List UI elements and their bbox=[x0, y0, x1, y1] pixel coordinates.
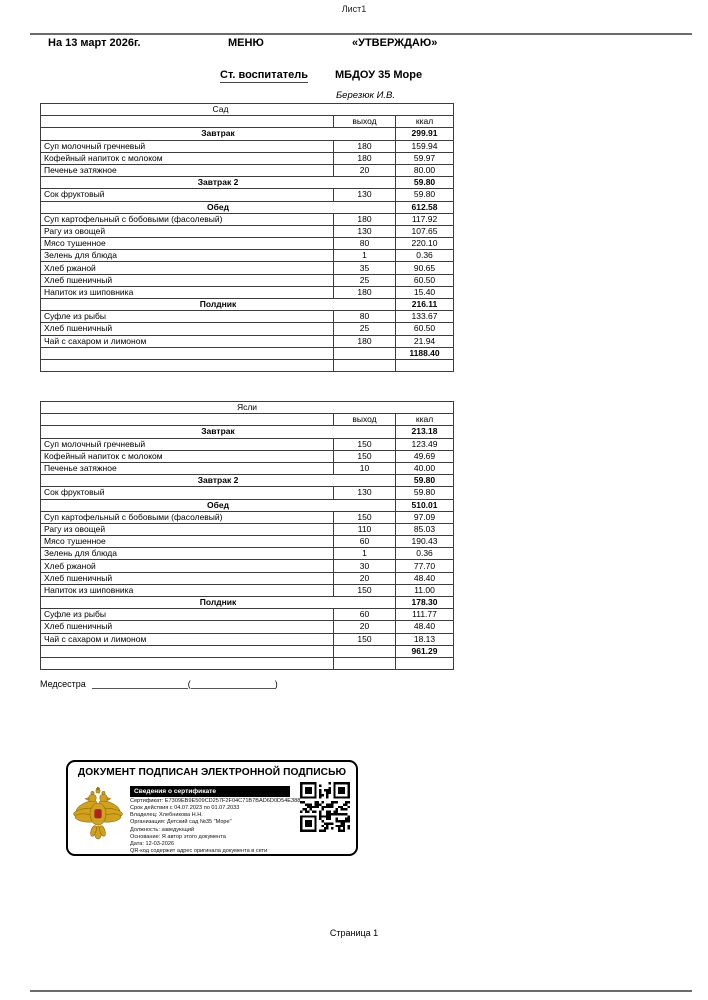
dish-kcal-cell: 97.09 bbox=[396, 511, 454, 523]
empty-cell bbox=[396, 657, 454, 669]
dish-out-cell: 180 bbox=[334, 335, 396, 347]
dish-kcal-cell: 107.65 bbox=[396, 225, 454, 237]
table-row bbox=[41, 487, 454, 499]
dish-kcal-cell: 40.00 bbox=[396, 462, 454, 474]
dish-out-cell: 150 bbox=[334, 438, 396, 450]
table-title-row bbox=[41, 402, 454, 414]
table-row bbox=[41, 262, 454, 274]
dish-out-cell: 130 bbox=[334, 225, 396, 237]
dish-kcal-cell: 0.36 bbox=[396, 250, 454, 262]
table-row bbox=[41, 311, 454, 323]
table-title-row bbox=[41, 104, 454, 116]
table-row bbox=[41, 645, 454, 657]
meal-section-kcal: 510.01 bbox=[396, 499, 454, 511]
table-row bbox=[41, 335, 454, 347]
paren-close: ) bbox=[274, 679, 278, 689]
dish-name-cell: Сок фруктовый bbox=[41, 189, 334, 201]
dish-name-cell: Хлеб ржаной bbox=[41, 560, 334, 572]
meal-section-kcal: 299.91 bbox=[396, 128, 454, 140]
dish-out-cell: 60 bbox=[334, 536, 396, 548]
dish-kcal-cell: 15.40 bbox=[396, 286, 454, 298]
certificate-info-line: Дата: 12-03-2026 bbox=[130, 840, 175, 847]
dish-out-cell: 150 bbox=[334, 633, 396, 645]
dish-out-cell: 1 bbox=[334, 548, 396, 560]
approver-signature-name: Березюк И.В. bbox=[336, 90, 396, 101]
dish-kcal-cell: 85.03 bbox=[396, 523, 454, 535]
table-row bbox=[41, 548, 454, 560]
dish-out-cell: 30 bbox=[334, 560, 396, 572]
dish-kcal-cell: 133.67 bbox=[396, 311, 454, 323]
dish-kcal-cell: 59.80 bbox=[396, 189, 454, 201]
table-row bbox=[41, 560, 454, 572]
meal-section-kcal: 59.80 bbox=[396, 475, 454, 487]
table-row bbox=[41, 523, 454, 535]
menu-table-yasli bbox=[40, 401, 454, 670]
dish-name-cell: Суфле из рыбы bbox=[41, 311, 334, 323]
group-title: Ясли bbox=[41, 402, 454, 414]
dish-out-cell: 20 bbox=[334, 572, 396, 584]
dish-kcal-cell: 48.40 bbox=[396, 572, 454, 584]
meal-section-kcal: 59.80 bbox=[396, 177, 454, 189]
table-row bbox=[41, 657, 454, 669]
dish-name-cell: Рагу из овощей bbox=[41, 523, 334, 535]
dish-kcal-cell: 21.94 bbox=[396, 335, 454, 347]
certificate-info bbox=[130, 780, 302, 855]
certificate-info-line: Срок действия с 04.07.2023 по 01.07.2033 bbox=[130, 805, 240, 812]
dish-out-cell: 150 bbox=[334, 584, 396, 596]
dish-name-cell: Напиток из шиповника bbox=[41, 584, 334, 596]
nurse-label: Медсестра bbox=[40, 679, 86, 689]
dish-kcal-cell: 11.00 bbox=[396, 584, 454, 596]
table-row bbox=[41, 201, 454, 213]
dish-kcal-cell: 48.40 bbox=[396, 621, 454, 633]
page-number-label: Страница 1 bbox=[329, 928, 379, 938]
empty-cell bbox=[334, 347, 396, 359]
table-row bbox=[41, 177, 454, 189]
column-header-out: выход bbox=[334, 116, 396, 128]
table-row bbox=[41, 572, 454, 584]
electronic-signature-stamp bbox=[66, 760, 358, 856]
dish-name-cell: Зелень для блюда bbox=[41, 548, 334, 560]
meal-section-label: Полдник bbox=[41, 597, 396, 609]
table-row bbox=[41, 189, 454, 201]
certificate-info-line: Владелец: Хлебникова Н.Н. bbox=[130, 812, 203, 819]
empty-cell bbox=[41, 359, 334, 371]
dish-out-cell: 10 bbox=[334, 462, 396, 474]
dish-out-cell: 20 bbox=[334, 621, 396, 633]
sheet-label: Лист1 bbox=[341, 4, 367, 14]
dish-name-cell: Зелень для блюда bbox=[41, 250, 334, 262]
dish-out-cell: 110 bbox=[334, 523, 396, 535]
column-header-kcal: ккал bbox=[396, 116, 454, 128]
table-row bbox=[41, 250, 454, 262]
empty-cell bbox=[334, 359, 396, 371]
meal-section-label: Обед bbox=[41, 201, 396, 213]
table-row bbox=[41, 128, 454, 140]
dish-kcal-cell: 59.80 bbox=[396, 487, 454, 499]
dish-out-cell: 80 bbox=[334, 311, 396, 323]
empty-header-cell bbox=[41, 414, 334, 426]
column-header-kcal: ккал bbox=[396, 414, 454, 426]
approver-role: Ст. воспитатель bbox=[220, 69, 308, 81]
certificate-info-lines bbox=[130, 798, 302, 855]
table-row bbox=[41, 621, 454, 633]
dish-out-cell: 130 bbox=[334, 189, 396, 201]
page-title: МЕНЮ bbox=[228, 37, 264, 49]
certificate-info-line: Основание: Я автор этого документа bbox=[130, 833, 226, 840]
dish-out-cell: 25 bbox=[334, 274, 396, 286]
meal-section-label: Завтрак 2 bbox=[41, 177, 396, 189]
table-row bbox=[41, 323, 454, 335]
certificate-info-line: Организация: Детский сад №35 "Море" bbox=[130, 819, 232, 826]
empty-cell bbox=[334, 645, 396, 657]
qr-code bbox=[300, 782, 350, 832]
menu-table-sad bbox=[40, 103, 454, 372]
meal-section-label: Завтрак bbox=[41, 426, 396, 438]
table-row bbox=[41, 438, 454, 450]
dish-kcal-cell: 117.92 bbox=[396, 213, 454, 225]
dish-kcal-cell: 190.43 bbox=[396, 536, 454, 548]
dish-name-cell: Печенье затяжное bbox=[41, 164, 334, 176]
dish-kcal-cell: 123.49 bbox=[396, 438, 454, 450]
dish-name-cell: Сок фруктовый bbox=[41, 487, 334, 499]
dish-name-cell: Хлеб ржаной bbox=[41, 262, 334, 274]
dish-out-cell: 150 bbox=[334, 450, 396, 462]
meal-section-label: Завтрак 2 bbox=[41, 475, 396, 487]
dish-name-cell: Печенье затяжное bbox=[41, 462, 334, 474]
dish-name-cell: Мясо тушенное bbox=[41, 238, 334, 250]
meal-section-label: Обед bbox=[41, 499, 396, 511]
dish-kcal-cell: 111.77 bbox=[396, 609, 454, 621]
table-row bbox=[41, 450, 454, 462]
table-row bbox=[41, 597, 454, 609]
footer-separator-line bbox=[30, 990, 692, 992]
dish-name-cell: Хлеб пшеничный bbox=[41, 572, 334, 584]
table-row bbox=[41, 511, 454, 523]
header-separator-line bbox=[30, 33, 692, 35]
meal-section-kcal: 216.11 bbox=[396, 299, 454, 311]
dish-name-cell: Кофейный напиток с молоком bbox=[41, 152, 334, 164]
dish-kcal-cell: 18.13 bbox=[396, 633, 454, 645]
empty-cell bbox=[41, 657, 334, 669]
dish-out-cell: 1 bbox=[334, 250, 396, 262]
stamp-title: ДОКУМЕНТ ПОДПИСАН ЭЛЕКТРОННОЙ ПОДПИСЬЮ bbox=[77, 767, 347, 778]
empty-cell bbox=[41, 645, 334, 657]
meal-section-label: Завтрак bbox=[41, 128, 396, 140]
table-header-row bbox=[41, 116, 454, 128]
group-title: Сад bbox=[41, 104, 454, 116]
dish-name-cell: Мясо тушенное bbox=[41, 536, 334, 548]
dish-out-cell: 150 bbox=[334, 511, 396, 523]
table-row bbox=[41, 347, 454, 359]
table-row bbox=[41, 164, 454, 176]
dish-kcal-cell: 60.50 bbox=[396, 323, 454, 335]
dish-out-cell: 35 bbox=[334, 262, 396, 274]
table-row bbox=[41, 633, 454, 645]
certificate-info-header: Сведения о сертификате bbox=[130, 786, 290, 797]
certificate-info-line: QR-код содержит адрес оригинала документа в сети bbox=[130, 848, 268, 855]
empty-cell bbox=[334, 657, 396, 669]
menu-date: На 13 март 2026г. bbox=[48, 37, 141, 49]
total-kcal-cell: 1188.40 bbox=[396, 347, 454, 359]
meal-section-kcal: 612.58 bbox=[396, 201, 454, 213]
dish-name-cell: Чай с сахаром и лимоном bbox=[41, 335, 334, 347]
table-row bbox=[41, 499, 454, 511]
dish-name-cell: Суп картофельный с бобовыми (фасолевый) bbox=[41, 213, 334, 225]
dish-name-cell: Суп молочный гречневый bbox=[41, 140, 334, 152]
dish-name-cell: Суп молочный гречневый bbox=[41, 438, 334, 450]
empty-cell bbox=[41, 347, 334, 359]
column-header-out: выход bbox=[334, 414, 396, 426]
dish-out-cell: 60 bbox=[334, 609, 396, 621]
certificate-info-line: Должность: заведующий bbox=[130, 826, 195, 833]
paren-open: ( bbox=[187, 679, 191, 689]
table-row bbox=[41, 274, 454, 286]
table-row bbox=[41, 426, 454, 438]
table-row bbox=[41, 609, 454, 621]
dish-kcal-cell: 90.65 bbox=[396, 262, 454, 274]
dish-kcal-cell: 60.50 bbox=[396, 274, 454, 286]
approve-label: «УТВЕРЖДАЮ» bbox=[352, 37, 438, 49]
organization-name: МБДОУ 35 Море bbox=[335, 69, 423, 81]
table-header-row bbox=[41, 414, 454, 426]
certificate-info-line: Сертификат: E7309EB9E509CD257F2F04C71B7BAD6D0D54E388 bbox=[130, 798, 301, 804]
dish-kcal-cell: 80.00 bbox=[396, 164, 454, 176]
table-row bbox=[41, 462, 454, 474]
dish-out-cell: 180 bbox=[334, 140, 396, 152]
dish-name-cell: Хлеб пшеничный bbox=[41, 323, 334, 335]
dish-out-cell: 130 bbox=[334, 487, 396, 499]
dish-kcal-cell: 77.70 bbox=[396, 560, 454, 572]
table-row bbox=[41, 299, 454, 311]
meal-section-kcal: 213.18 bbox=[396, 426, 454, 438]
dish-out-cell: 180 bbox=[334, 286, 396, 298]
dish-name-cell: Хлеб пшеничный bbox=[41, 621, 334, 633]
table-row bbox=[41, 152, 454, 164]
meal-section-kcal: 178.30 bbox=[396, 597, 454, 609]
dish-out-cell: 180 bbox=[334, 152, 396, 164]
table-row bbox=[41, 238, 454, 250]
coat-of-arms-icon bbox=[73, 782, 123, 846]
dish-kcal-cell: 59.97 bbox=[396, 152, 454, 164]
nurse-signature-line bbox=[40, 679, 278, 689]
dish-name-cell: Хлеб пшеничный bbox=[41, 274, 334, 286]
dish-name-cell: Кофейный напиток с молоком bbox=[41, 450, 334, 462]
dish-kcal-cell: 49.69 bbox=[396, 450, 454, 462]
dish-name-cell: Рагу из овощей bbox=[41, 225, 334, 237]
table-row bbox=[41, 536, 454, 548]
table-row bbox=[41, 286, 454, 298]
dish-out-cell: 20 bbox=[334, 164, 396, 176]
table-row bbox=[41, 359, 454, 371]
empty-cell bbox=[396, 359, 454, 371]
total-kcal-cell: 961.29 bbox=[396, 645, 454, 657]
dish-name-cell: Чай с сахаром и лимоном bbox=[41, 633, 334, 645]
dish-kcal-cell: 0.36 bbox=[396, 548, 454, 560]
dish-kcal-cell: 220.10 bbox=[396, 238, 454, 250]
dish-name-cell: Суп картофельный с бобовыми (фасолевый) bbox=[41, 511, 334, 523]
nurse-name-blank bbox=[191, 679, 275, 689]
dish-name-cell: Суфле из рыбы bbox=[41, 609, 334, 621]
table-row bbox=[41, 475, 454, 487]
dish-kcal-cell: 159.94 bbox=[396, 140, 454, 152]
dish-name-cell: Напиток из шиповника bbox=[41, 286, 334, 298]
stamp-body bbox=[68, 780, 356, 855]
table-row bbox=[41, 140, 454, 152]
dish-out-cell: 80 bbox=[334, 238, 396, 250]
dish-out-cell: 25 bbox=[334, 323, 396, 335]
table-row bbox=[41, 213, 454, 225]
nurse-signature-blank bbox=[92, 679, 188, 689]
table-row bbox=[41, 225, 454, 237]
meal-section-label: Полдник bbox=[41, 299, 396, 311]
table-row bbox=[41, 584, 454, 596]
empty-header-cell bbox=[41, 116, 334, 128]
dish-out-cell: 180 bbox=[334, 213, 396, 225]
